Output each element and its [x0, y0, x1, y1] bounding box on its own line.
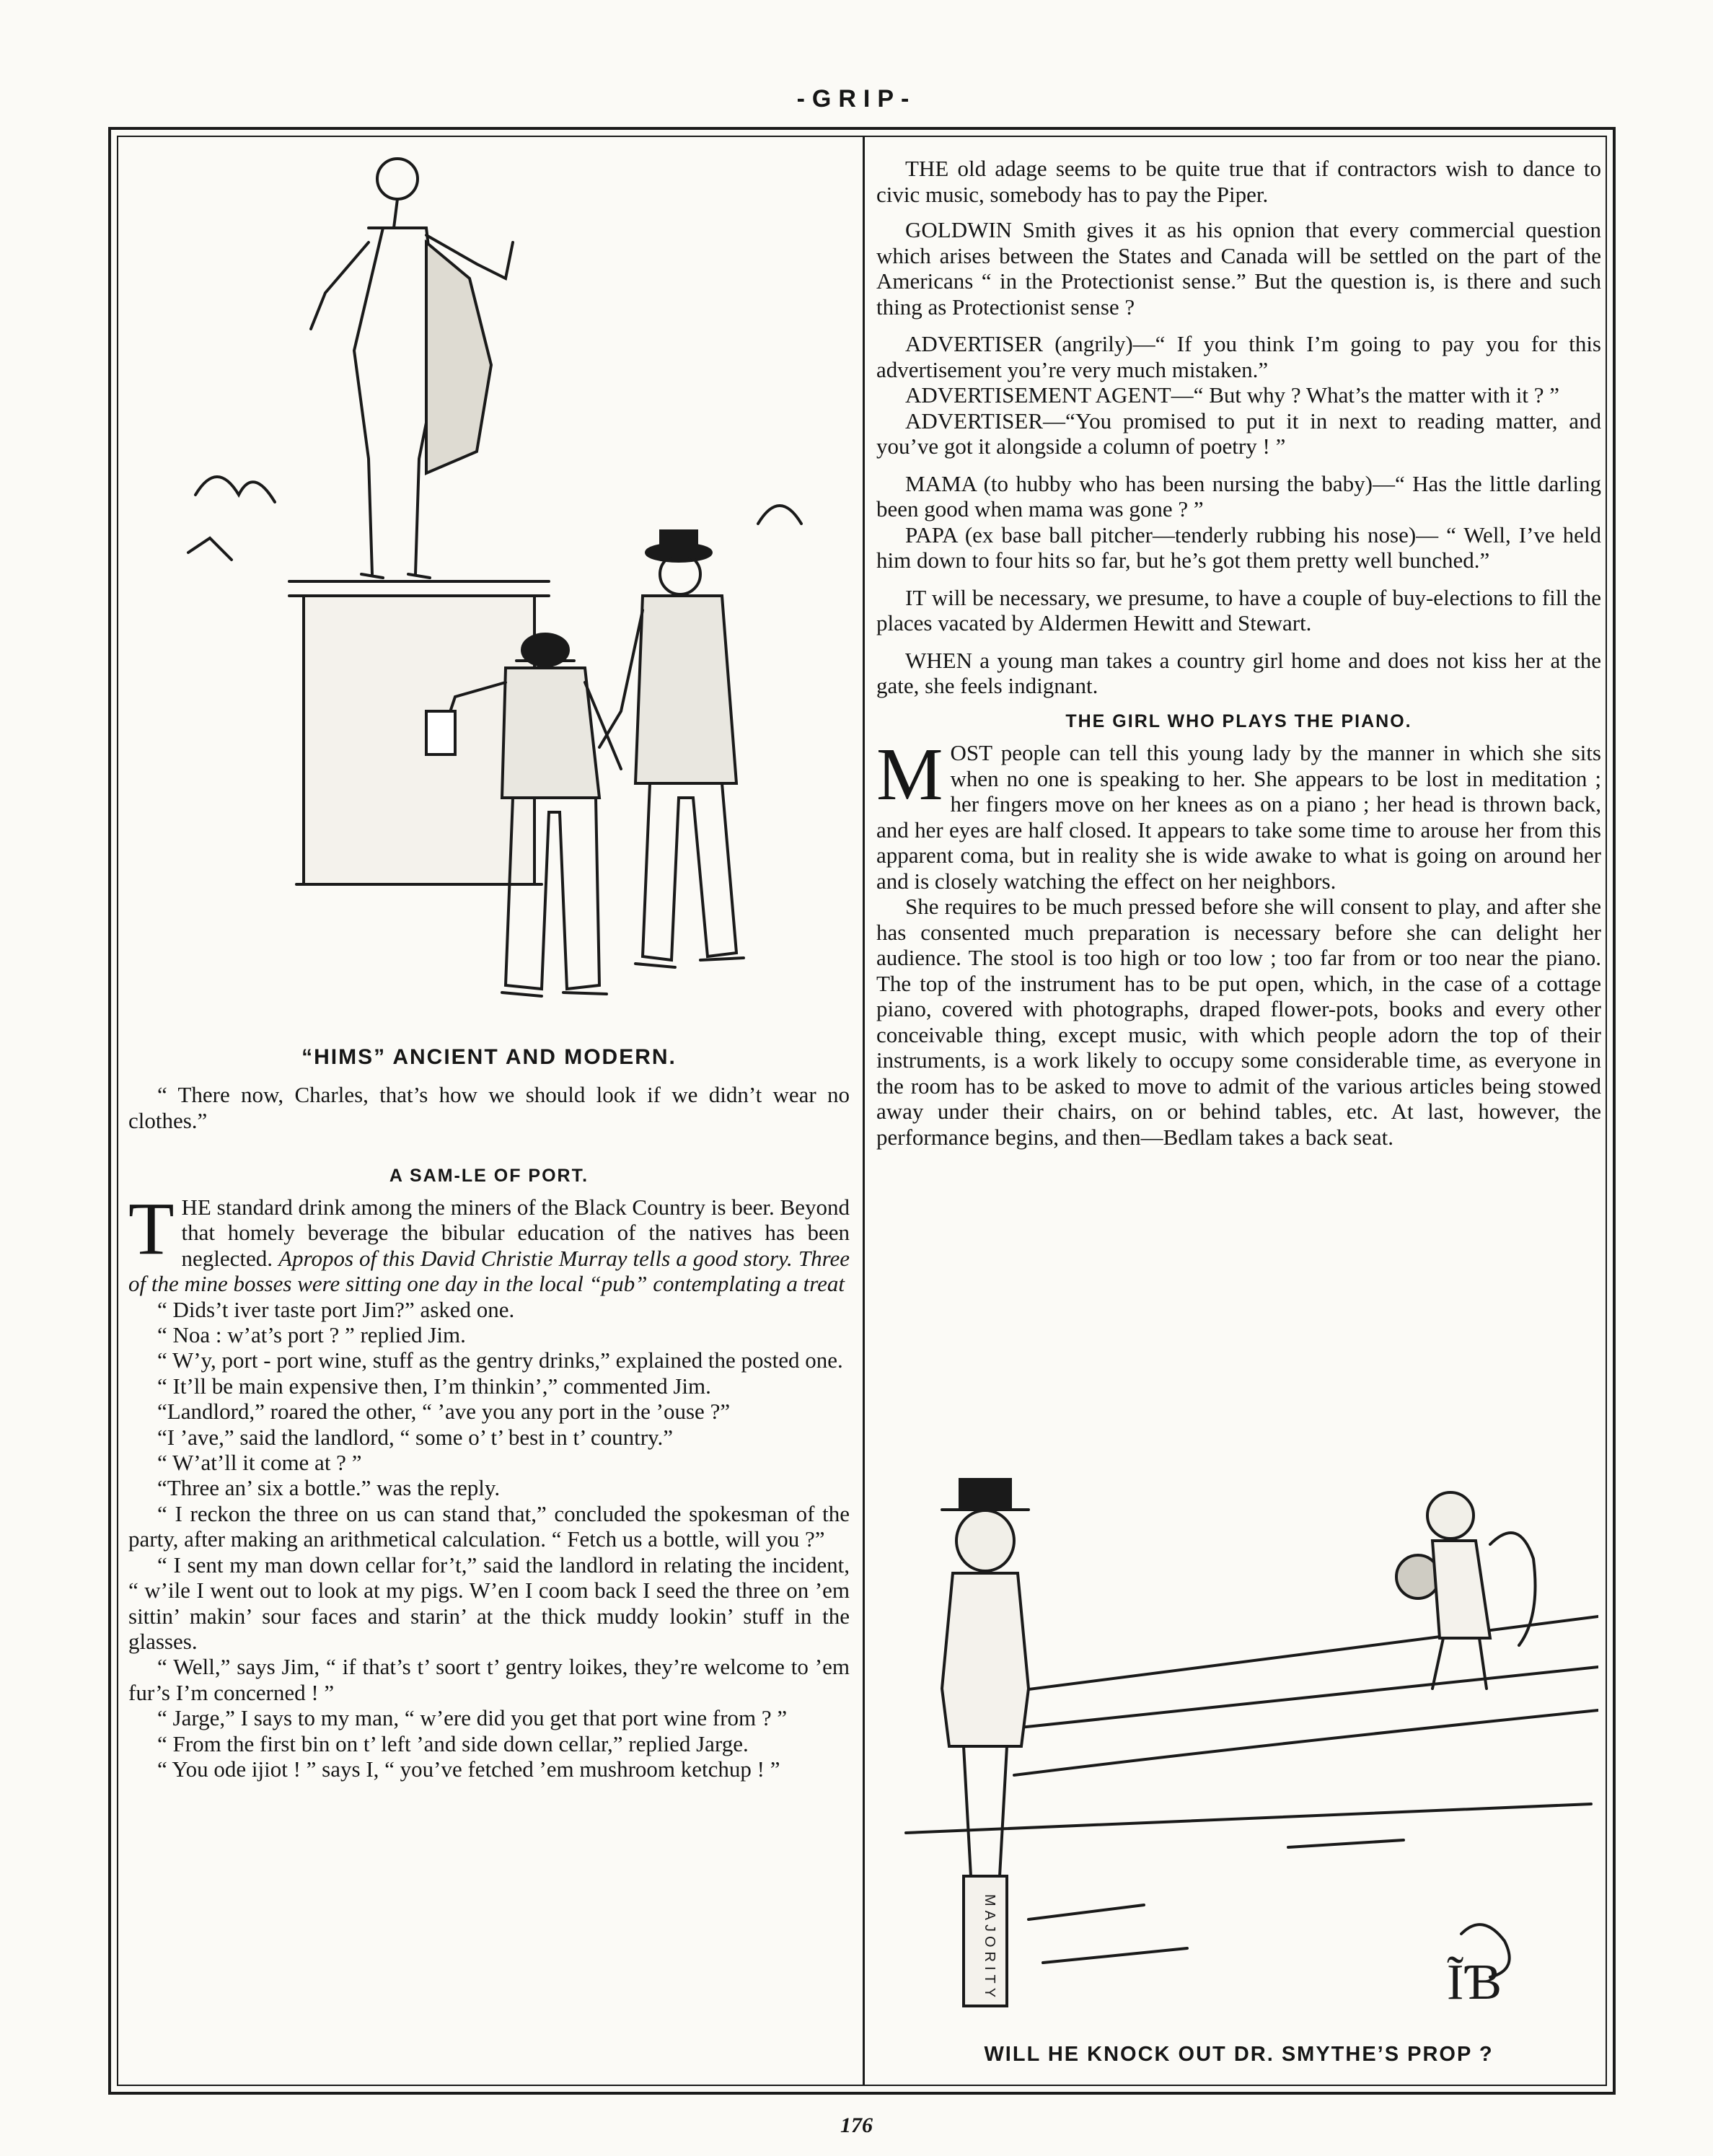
- column-divider: [863, 136, 865, 2086]
- story-title: A SAM-LE OF PORT.: [389, 1166, 589, 1186]
- story-paragraph: “Three an’ six a bottle.” was the reply.: [157, 1475, 501, 1501]
- dialogue-line: ADVERTISER—“You promised to put it in next to reading matter, and you’ve got it alongside a column of poetry ! ”: [876, 408, 1601, 459]
- story-paragraph: “ Dids’t iver taste port Jim?” asked one.: [157, 1296, 515, 1322]
- illustration1-caption: “HIMS” ANCIENT AND MODERN.: [301, 1045, 677, 1069]
- statue-illustration: [166, 148, 838, 1037]
- adage-paragraph: THE old adage seems to be quite true that if contractors wish to dance to civic music, somebody has to pay the Piper.: [876, 156, 1601, 207]
- story-paragraph: “ I sent my man down cellar for’t,” said the landlord in relating the incident, “ w’ile I went out to look at my pigs. W’en I coom back I seed the three on ’em sittin’ makin’ sour faces and starin’ at the thick muddy lookin’ stuff in the glasses.: [128, 1552, 850, 1654]
- country-girl-paragraph: WHEN a young man takes a country girl home and does not kiss her at the gate, she feels indignant.: [876, 647, 1601, 698]
- story-paragraph: “ You ode ijiot ! ” says I, “ you’ve fetched ’em mushroom ketchup ! ”: [157, 1756, 780, 1782]
- story-paragraph: “I ’ave,” said the landlord, “ some o’ t’ best in t’ country.”: [157, 1424, 674, 1450]
- dialogue-line: MAMA (to hubby who has been nursing the baby)—“ Has the little darling been good when mama was gone ? ”: [876, 470, 1601, 522]
- majority-post-label: MAJORITY: [982, 1894, 998, 2002]
- election-paragraph: IT will be necessary, we presume, to have a couple of buy-elections to fill the places vacated by Aldermen Hewitt and Stewart.: [876, 584, 1601, 635]
- dialogue-line: ADVERTISER (angrily)—“ If you think I’m going to pay you for this advertisement you’re very much mistaken.”: [876, 331, 1601, 382]
- story-paragraph: “ Well,” says Jim, “ if that’s t’ soort t’ gentry loikes, they’re welcome to ’em fur’s I’m concerned ! ”: [128, 1654, 850, 1705]
- story-body: [128, 1187, 850, 1782]
- story-dropcap: T: [128, 1187, 175, 1270]
- piano-paragraph: OST people can tell this young lady by the manner in which she sits when no one is speaking to her. She appears to be lost in meditation ; her fingers move on her knees as on a piano ; her head is thrown back, and her eyes are half closed. It appears to take some time to arouse her from this apparent coma, but in reality she is wide awake to what is going on around her and is closely watching the effect on her neighbors.: [876, 740, 1601, 894]
- story-paragraph: “ I reckon the three on us can stand that,” concluded the spokesman of the party, after making an arithmetical calculation. “ Fetch us a bottle, will you ?”: [128, 1500, 850, 1552]
- story-paragraph: “ W’at’ll it come at ? ”: [157, 1450, 362, 1476]
- story-paragraph: HE standard drink among the miners of the Black Country is beer. Beyond that homely beverage the bibular education of the natives has been neglected.: [181, 1194, 850, 1271]
- piano-title: THE GIRL WHO PLAYS THE PIANO.: [1065, 710, 1412, 731]
- piano-paragraph: She requires to be much pressed before she will consent to play, and after she has consented much preparation is necessary before she can delight her audience. The stool is too high or too low ; too far from or too near the piano. The top of the instrument has to be put open, which, in the case of a cottage piano, covered with photographs, draped flower-pots, books and every other conceivable thing, except music, with which people adorn the top of their instruments, is a work likely to occupy some considerable time, as everyone in the room has to be asked to move to admit of the various articles being stowed away under their chairs, on or behind tables, etc. At last, however, the performance begins, and then—Bedlam takes a back seat.: [876, 894, 1601, 1150]
- story-paragraph: “ From the first bin on t’ left ’and side down cellar,” replied Jarge.: [157, 1730, 749, 1756]
- story-paragraph: “ W’y, port - port wine, stuff as the gentry drinks,” explained the posted one.: [157, 1347, 843, 1373]
- dialogue-line: PAPA (ex base ball pitcher—tenderly rubbing his nose)— “ Well, I’ve held him down to four hits so far, but he’s got them pretty well bunched.”: [876, 522, 1601, 573]
- page-number: 176: [840, 2113, 873, 2137]
- story-paragraph: “ Jarge,” I says to my man, “ w’ere did you get that port wine from ? ”: [157, 1705, 788, 1731]
- masthead: -GRIP-: [796, 85, 917, 113]
- illustration1-quote: “ There now, Charles, that’s how we should look if we didn’t wear no clothes.”: [128, 1082, 850, 1133]
- cartoon-signature: ĨƁ: [1447, 1955, 1502, 2010]
- story-paragraph: “ Noa : w’at’s port ? ” replied Jim.: [157, 1322, 466, 1348]
- pedestal: [304, 596, 534, 884]
- cartoon-caption: WILL HE KNOCK OUT DR. SMYTHE’S PROP ?: [984, 2043, 1494, 2066]
- piano-dropcap: M: [876, 733, 943, 816]
- story-paragraph: Apropos of this David Christie Murray tells a good story. Three of the mine bosses were sitting one day in the local “pub” contemplating a treat: [128, 1245, 850, 1297]
- right-text-block: [876, 156, 1601, 1150]
- dialogue-line: ADVERTISEMENT AGENT—“ But why ? What’s the matter with it ? ”: [905, 382, 1560, 408]
- story-paragraph: “Landlord,” roared the other, “ ’ave you any port in the ’ouse ?”: [157, 1399, 731, 1425]
- story-paragraph: “ It’ll be main expensive then, I’m thinkin’,” commented Jim.: [157, 1373, 711, 1399]
- boxing-cartoon-illustration: [884, 1471, 1599, 2028]
- goldwin-paragraph: GOLDWIN Smith gives it as his opnion that every commercial question which arises between the States and Canada will be settled on the part of the Americans “ in the Protectionist sense.” But the question is, is there and such thing as Protectionist sense ?: [876, 217, 1601, 320]
